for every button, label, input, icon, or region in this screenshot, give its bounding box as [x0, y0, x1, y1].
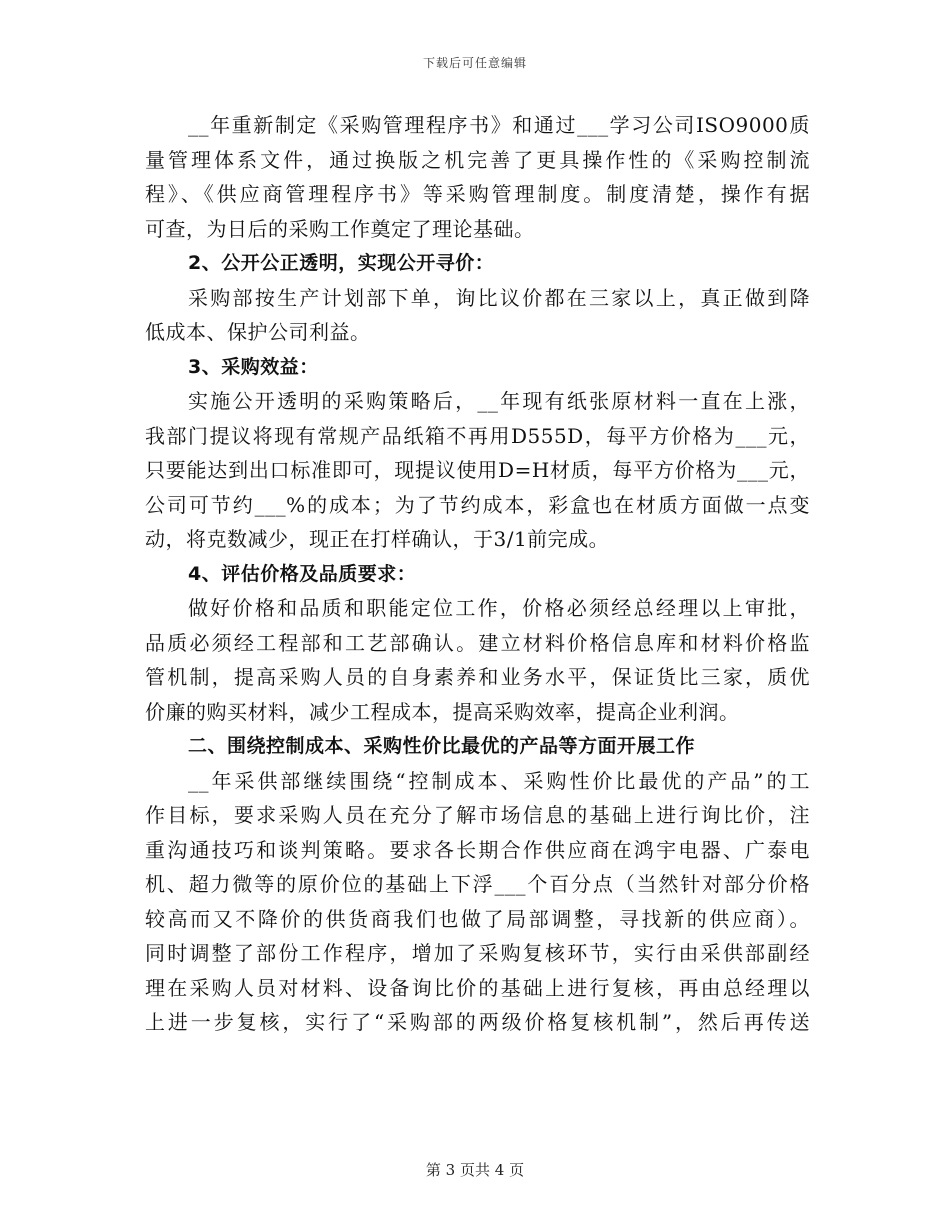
- paragraph-line: 理在采购人员对材料、设备询比价的基础上进行复核，再由总经理以: [145, 975, 810, 1000]
- section-heading: 2、公开公正透明，实现公开寻价：: [188, 252, 495, 274]
- paragraph-line: 品质必须经工程部和工艺部确认。建立材料价格信息库和材料价格监: [145, 630, 810, 655]
- document-body: [145, 108, 810, 1040]
- page-footer: 第 3 页共 4 页: [425, 1161, 525, 1179]
- section-heading: 3、采购效益：: [188, 355, 319, 378]
- section-heading: 4、评估价格及品质要求：: [188, 562, 417, 585]
- paragraph-line: __年重新制定《采购管理程序书》和通过___学习公司ISO9000质: [188, 113, 810, 137]
- paragraph-line: 较高而又不降价的供货商我们也做了局部调整，寻找新的供应商）。: [145, 906, 810, 931]
- paragraph-line: 可查，为日后的采购工作奠定了理论基础。: [145, 216, 535, 241]
- paragraph-line: 重沟通技巧和谈判策略。要求各长期合作供应商在鸿宇电器、广泰电: [145, 837, 810, 862]
- paragraph-line: 动，将克数减少，现正在打样确认，于3/1前完成。: [145, 527, 610, 551]
- paragraph-line: 作目标，要求采购人员在充分了解市场信息的基础上进行询比价，注: [145, 803, 810, 827]
- paragraph-line: 上进一步复核，实行了“采购部的两级价格复核机制”，然后再传送: [145, 1010, 810, 1034]
- paragraph-line: 做好价格和品质和职能定位工作，价格必须经总经理以上审批，: [188, 596, 810, 620]
- paragraph-line: 只要能达到出口标准即可，现提议使用D=H材质，每平方价格为___元，: [145, 458, 810, 482]
- section-heading: 二、围绕控制成本、采购性价比最优的产品等方面开展工作: [188, 735, 696, 757]
- paragraph-line: 低成本、保护公司利益。: [145, 320, 371, 344]
- paragraph-line: 我部门提议将现有常规产品纸箱不再用D555D，每平方价格为___元，: [145, 423, 810, 448]
- paragraph-line: 价廉的购买材料，减少工程成本，提高采购效率，提高企业利润。: [145, 699, 740, 724]
- paragraph-line: 程》、《供应商管理程序书》等采购管理制度。制度清楚，操作有据: [145, 182, 810, 206]
- paragraph-line: 公司可节约___%的成本；为了节约成本，彩盒也在材质方面做一点变: [145, 492, 810, 517]
- paragraph-line: 采购部按生产计划部下单，询比议价都在三家以上，真正做到降: [188, 285, 810, 310]
- paragraph-line: __年采供部继续围绕“控制成本、采购性价比最优的产品”的工: [188, 768, 810, 793]
- paragraph-line: 机、超力微等的原价位的基础上下浮___个百分点（当然针对部分价格: [145, 872, 810, 896]
- paragraph-line: 管机制，提高采购人员的自身素养和业务水平，保证货比三家，质优: [145, 665, 810, 689]
- paragraph-line: 量管理体系文件，通过换版之机完善了更具操作性的《采购控制流: [145, 147, 810, 172]
- page-header: 下载后可任意编辑: [422, 56, 527, 70]
- paragraph-line: 实施公开透明的采购策略后，__年现有纸张原材料一直在上涨，: [188, 389, 810, 413]
- paragraph-line: 同时调整了部份工作程序，增加了采购复核环节，实行由采供部副经: [145, 941, 810, 965]
